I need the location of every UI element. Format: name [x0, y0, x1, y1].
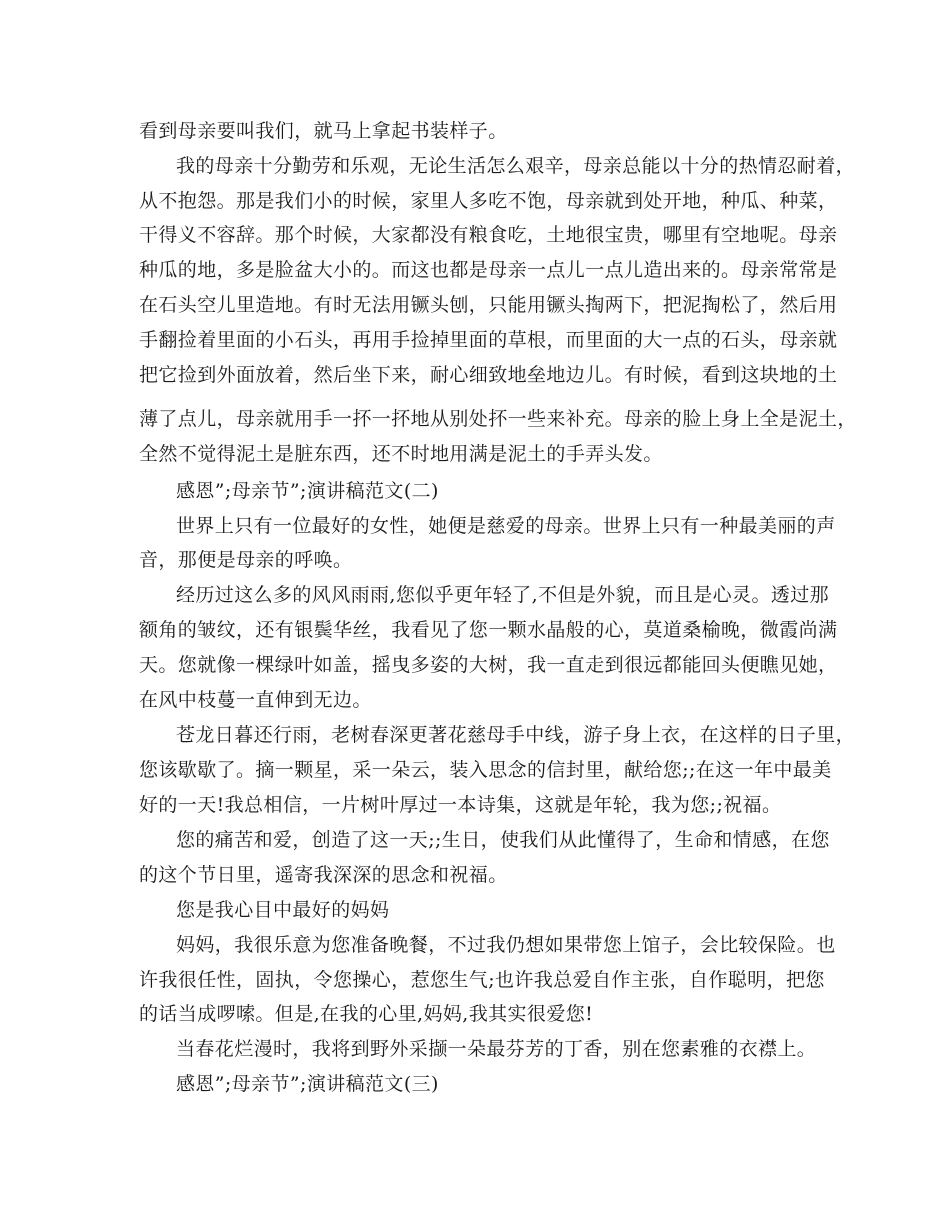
text-line: 您该歇歇了。摘一颗星，采一朵云，装入思念的信封里，献给您;;在这一年中最美	[139, 759, 832, 781]
text-line: 您的痛苦和爱，创造了这一天;;生日，使我们从此懂得了，生命和情感，在您	[176, 829, 830, 851]
text-line: 额角的皱纹，还有银鬓华丝，我看见了您一颗水晶般的心，莫道桑榆晚，微霞尚满	[139, 619, 838, 641]
text-line: 音，那便是母亲的呼唤。	[139, 549, 353, 571]
text-line: 的这个节日里，遥寄我深深的思念和祝福。	[139, 864, 508, 886]
section-heading: 感恩”;母亲节”;演讲稿范文(三)	[176, 1073, 439, 1095]
text-line: 苍龙日暮还行雨，老树春深更著花慈母手中线，游子身上衣，在这样的日子里，	[176, 724, 856, 746]
section-heading: 您是我心目中最好的妈妈	[176, 899, 390, 921]
text-line: 种瓜的地，多是脸盆大小的。而这也都是母亲一点儿一点儿造出来的。母亲常常是	[139, 259, 838, 281]
text-line: 从不抱怨。那是我们小的时候，家里人多吃不饱，母亲就到处开地，种瓜、种菜，	[139, 190, 838, 212]
text-line: 手翻捡着里面的小石头，再用手捡掉里面的草根，而里面的大一点的石头，母亲就	[139, 329, 838, 351]
text-line: 妈妈，我很乐意为您准备晚餐，不过我仍想如果带您上馆子，会比较保险。也	[176, 934, 836, 956]
text-line: 全然不觉得泥土是脏东西，还不时地用满是泥土的手弄头发。	[139, 443, 663, 465]
text-line: 经历过这么多的风风雨雨,您似乎更年轻了,不但是外貌，而且是心灵。透过那	[176, 584, 830, 606]
section-heading: 感恩”;母亲节”;演讲稿范文(二)	[176, 480, 439, 502]
text-line: 许我很任性，固执，令您操心，惹您生气;也许我总爱自作主张，自作聪明，把您	[139, 969, 825, 991]
text-line: 天。您就像一棵绿叶如盖，摇曳多姿的大树，我一直走到很远都能回头便瞧见她，	[139, 654, 838, 676]
text-line: 的话当成啰嗦。但是,在我的心里,妈妈,我其实很爱您!	[139, 1003, 594, 1025]
text-line: 在风中枝蔓一直伸到无边。	[139, 689, 372, 711]
text-line: 世界上只有一位最好的女性，她便是慈爱的母亲。世界上只有一种最美丽的声	[176, 515, 836, 537]
text-line: 把它捡到外面放着，然后坐下来，耐心细致地垒地边儿。有时候，看到这块地的土	[139, 364, 838, 386]
text-line: 看到母亲要叫我们，就马上拿起书装样子。	[139, 120, 508, 142]
text-line: 好的一天!我总相信，一片树叶厚过一本诗集，这就是年轮，我为您;;祝福。	[139, 794, 782, 816]
text-line: 在石头空儿里造地。有时无法用镢头刨，只能用镢头掏两下，把泥掏松了，然后用	[139, 294, 838, 316]
text-line: 干得义不容辞。那个时候，大家都没有粮食吃，土地很宝贵，哪里有空地呢。母亲	[139, 224, 838, 246]
text-line: 当春花烂漫时，我将到野外采撷一朵最芬芳的丁香，别在您素雅的衣襟上。	[176, 1038, 817, 1060]
text-line: 薄了点儿，母亲就用手一抔一抔地从别处抔一些来补充。母亲的脸上身上全是泥土，	[139, 408, 857, 430]
text-line: 我的母亲十分勤劳和乐观，无论生活怎么艰辛，母亲总能以十分的热情忍耐着，	[176, 155, 856, 177]
